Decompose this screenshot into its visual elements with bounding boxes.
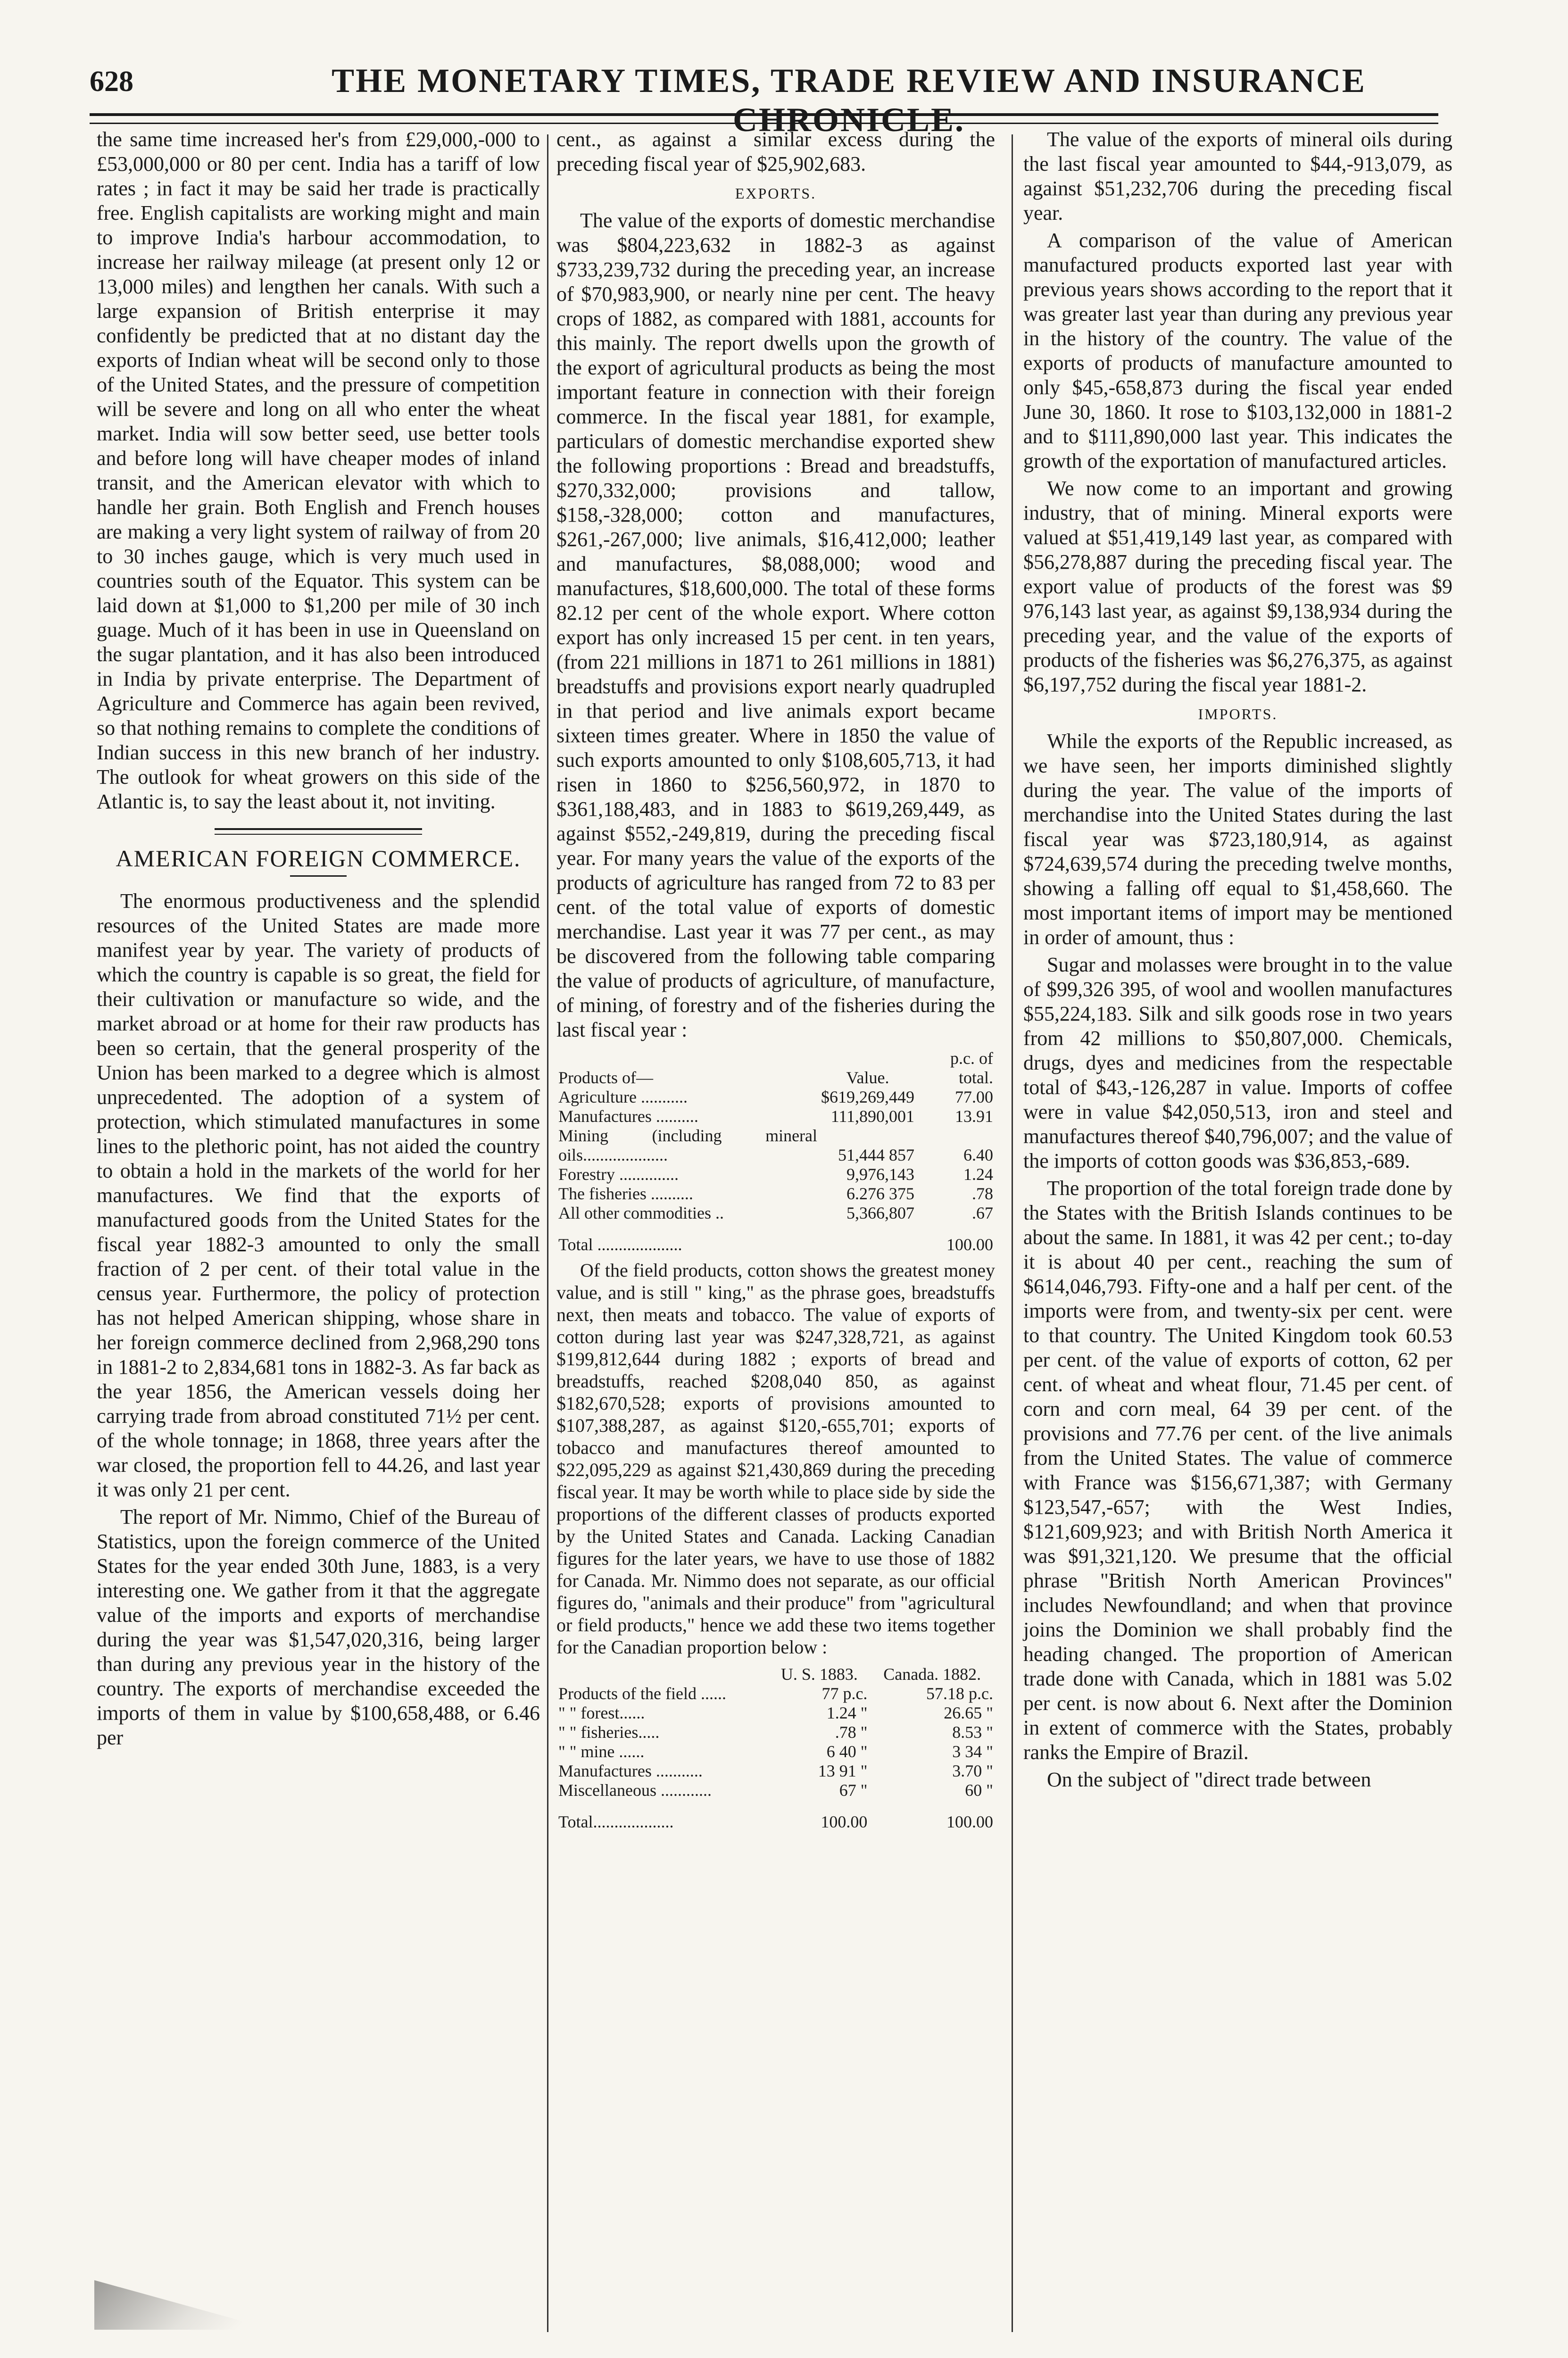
table-cell: .78 " xyxy=(835,1723,868,1742)
table-cell: 1.24 xyxy=(963,1165,993,1184)
table-cell: Total .................... xyxy=(558,1235,682,1254)
table-cell: 13 91 " xyxy=(818,1761,868,1780)
table-cell: The fisheries .......... xyxy=(558,1184,693,1203)
table-row xyxy=(556,1761,995,1781)
table-cell: 13.91 xyxy=(955,1107,993,1126)
table-cell: 6.40 xyxy=(963,1146,993,1164)
table-cell: Total................... xyxy=(558,1812,674,1831)
col2-paragraph-2: The value of the exports of domestic merchandise was $804,223,632 in 1882-3 as against $733,239,732 during the preceding year, an increase of $70,983,900, or nearly nine per cent. The heavy crops of 1882, as compared with 1881, accounts for this mainly. The report dwells upon the growth of the export of agricultural products as being the most important feature in connection with their foreign commerce. In the fiscal year 1881, for example, particulars of domestic merchandise exported shew the following proportions : Bread and breadstuffs, $270,332,000; provisions and tallow, $158,-328,000; cotton and manufactures, $261,-267,000; live animals, $16,412,000; leather and manufactures, $8,088,000; wood and manufactures, $18,600,000. The total of these forms 82.12 per cent of the whole export. Where cotton export has only increased 15 per cent. in ten years, (from 221 millions in 1871 to 261 millions in 1881) breadstuffs and provisions export nearly quadrupled in that period and live animals export became sixteen times greater. Where in 1850 the value of such exports amounted to only $108,605,713, it had risen in 1860 to $256,560,972, in 1870 to $361,188,483, and in 1883 to $619,269,449, as against $552,-249,819, during the preceding fiscal year. For many years the value of the exports of the products of agriculture has ranged from 72 to 83 per cent. of the total value of exports of domestic merchandise. Last year it was 77 per cent., as may be discovered from the following table comparing the value of products of agriculture, of manufacture, of mining, of forestry and of the fisheries during the last fiscal year : xyxy=(556,209,995,1041)
col3-paragraph-2: A comparison of the value of American manufactured products exported last year with previous years shows according to the report that it was greater last year than during any previous year in the history of the country. The value of the exports of products of manufacture amounted to only $45,-658,873 during the fiscal year ended June 30, 1860. It rose to $103,132,000 in 1881-2 and to $111,890,000 last year. This indicates the growth of the exportation of manufactured articles. xyxy=(1023,229,1452,473)
col2-paragraph-3: Of the field products, cotton shows the greatest money value, and is still " king," as the phrase goes, breadstuffs next, then meats and tobacco. The value of exports of cotton during last year was $247,328,721, as against $199,812,644 during 1882 ; exports of bread and breadstuffs, reached $208,040 850, as against $182,670,528; exports of provisions amounted to $107,388,287, as against $120,-655,701; exports of tobacco and manufactures thereof amounted to $22,095,229 as against $21,430,869 during the preceding fiscal year. It may be worth while to place side by side the proportions of the different classes of products exported by the United States and Canada. Lacking Canadian figures for the later years, we have to use those of 1882 for Canada. Mr. Nimmo does not separate, as our official figures do, "animals and their produce" from "agricultural or field products," hence we add these two items together for the Canadian proportion below : xyxy=(556,1260,995,1658)
exports-by-class-table xyxy=(556,1049,995,1254)
table-row xyxy=(556,1165,995,1184)
table-cell: 57.18 p.c. xyxy=(926,1684,993,1703)
article-separator xyxy=(215,828,422,835)
header-rule xyxy=(90,113,1438,124)
table-row xyxy=(556,1781,995,1800)
col3-paragraph-4: While the exports of the Republic increased, as we have seen, her imports diminished slightly during the year. The value of the imports of merchandise into the United States during the last fiscal year was $723,180,914, as against $724,639,574 during the preceding twelve months, showing a falling off equal to $1,458,660. The most important items of import may be mentioned in order of amount, thus : xyxy=(1023,730,1452,949)
table-cell: $619,269,449 xyxy=(821,1088,915,1106)
table-cell: Miscellaneous ............ xyxy=(558,1781,712,1800)
table-total-row xyxy=(556,1800,995,1832)
table-cell: Products of the field ...... xyxy=(558,1684,726,1703)
table-cell: 111,890,001 xyxy=(830,1107,915,1126)
col1-paragraph-3: The report of Mr. Nimmo, Chief of the Bureau of Statistics, upon the foreign commerce of the United States for the year ended 30th June, 1883, is a very interesting one. We gather from it that the aggregate value of the imports and exports of merchandise during the year was $1,547,020,316, being larger than during any previous year in the history of the country. The exports of merchandise exceeded the imports of them in value by $100,658,488, or 6.46 per xyxy=(97,1505,540,1749)
table-cell xyxy=(819,1223,916,1254)
table2-header: Canada. 1882. xyxy=(883,1665,981,1684)
table-row xyxy=(556,1184,995,1204)
table-cell: .78 xyxy=(972,1184,993,1203)
table-row xyxy=(556,1088,995,1107)
table-row xyxy=(556,1742,995,1761)
col1-paragraph-2: The enormous productiveness and the splendid resources of the United States are made more manifest year by year. The variety of products of which the country is capable is so great, the field for their cultivation or manufacture so wide, and the market abroad or at home for their raw products has been so certain, that the general prosperity of the Union has been marked to a degree which is almost unprecedented. The adoption of a system of protection, which stimulated manufactures in some lines to the plethoric point, has not aided the country to obtain a hold in the markets of the world for her manufactures. We find that the exports of manufactured goods from the United States for the fiscal year 1882-3 amounted to only the small fraction of 2 per cent. of their total value in the census year. Furthermore, the policy of protection has not helped American shipping, whose share in her foreign commerce declined from 2,968,290 tons in 1881-2 to 2,834,681 tons in 1882-3. As far back as the year 1856, the American vessels doing her carrying trade from abroad constituted 71½ per cent. of the whole tonnage; in 1868, three years after the war closed, the proportion fell to 44.26, and last year it was only 21 per cent. xyxy=(97,889,540,1501)
table2-header xyxy=(556,1665,769,1684)
table-cell: 6 40 " xyxy=(826,1742,868,1761)
table-cell: 8.53 " xyxy=(952,1723,993,1742)
table-cell: 51,444 857 xyxy=(838,1146,915,1164)
table-cell: 60 " xyxy=(965,1781,993,1800)
table-cell: 3.70 " xyxy=(952,1761,993,1780)
table-cell: " " fisheries..... xyxy=(558,1723,660,1742)
table1-header: Products of— xyxy=(558,1068,653,1087)
table-total-row xyxy=(556,1223,995,1254)
table1-header: p.c. of total. xyxy=(950,1049,993,1087)
col3-paragraph-6: The proportion of the total foreign trade done by the States with the British Islands continues to be about the same. In 1881, it was 42 per cent.; to-day it is about 40 per cent., reaching the sum of $614,046,793. Fifty-one and a half per cent. of the imports were from, and twenty-six per cent. were to that country. The United Kingdom took 60.53 per cent. of the value of exports of cotton, 62 per cent. of wheat and wheat flour, 71.45 per cent. of corn and corn meal, 64 39 per cent. of the provisions and 77.76 per cent. of the live animals from the United States. The value of commerce with France was $156,671,387; with Germany $123,547,-657; with the West Indies, $121,609,923; and with British North America it was $91,321,120. We presume that the official phrase "British North American Provinces" includes Newfoundland; and when that province joins the Dominion we shall probably find the heading changed. The proportion of American trade done with Canada, which in 1881 was 5.02 per cent. is now about 6. Next after the Dominion in extent of commerce with the States, probably ranks the Empire of Brazil. xyxy=(1023,1177,1452,1764)
table-cell: Manufactures .......... xyxy=(558,1107,698,1126)
page-damage-mark xyxy=(94,2259,274,2330)
col3-paragraph-5: Sugar and molasses were brought in to the value of $99,326 395, of wool and woollen manufactures $55,224,183. Silk and silk goods rose in two years from 42 millions to $50,807,000. Chemicals, drugs, dyes and medicines from the respectable total of $43,-126,287 in value. Imports of coffee were in value $42,050,513, iron and steel and manufactures thereof $40,796,007; and the value of the imports of cotton goods was $36,853,-689. xyxy=(1023,953,1452,1172)
column-2 xyxy=(556,127,995,1836)
table-cell: .67 xyxy=(972,1204,993,1222)
table-cell: 26.65 " xyxy=(944,1703,993,1722)
table-cell: 77 p.c. xyxy=(821,1684,868,1703)
table-row xyxy=(556,1723,995,1742)
table-cell: Agriculture ........... xyxy=(558,1088,688,1106)
table-cell: All other commodities .. xyxy=(558,1204,724,1222)
headline-underline xyxy=(290,875,347,877)
column-1 xyxy=(97,127,540,1753)
col3-paragraph-7: On the subject of "direct trade between xyxy=(1047,1768,1371,1791)
table-cell: " " forest...... xyxy=(558,1703,645,1722)
table-cell: 1.24 " xyxy=(826,1703,868,1722)
table-cell: 3 34 " xyxy=(952,1742,993,1761)
table-cell: 77.00 xyxy=(955,1088,993,1106)
column-divider-2 xyxy=(1012,134,1013,2332)
imports-heading: IMPORTS. xyxy=(1198,706,1278,722)
table-cell: 67 " xyxy=(839,1781,868,1800)
table-cell: " " mine ...... xyxy=(558,1742,645,1761)
table-cell: 9,976,143 xyxy=(846,1165,915,1184)
col3-paragraph-3: We now come to an important and growing industry, that of mining. Mineral exports were valued at $51,419,149 last year, as compared with $56,278,887 during the preceding fiscal year. The export value of products of the forest was $9 976,143 last year, as against $9,138,934 during the preceding year, and the value of the exports of products of the fisheries was $6,276,375, as against $6,197,752 during the fiscal year 1881-2. xyxy=(1023,477,1452,696)
table-row xyxy=(556,1126,995,1165)
us-canada-comparison-table xyxy=(556,1665,995,1832)
table-cell: 100.00 xyxy=(946,1235,993,1254)
column-3 xyxy=(1023,127,1452,1795)
exports-heading: EXPORTS. xyxy=(735,185,817,202)
table-cell: Forestry .............. xyxy=(558,1165,679,1184)
column-divider-1 xyxy=(547,134,548,2332)
table-row xyxy=(556,1204,995,1223)
masthead-title: THE MONETARY TIMES, TRADE REVIEW AND INSURANCE CHRONICLE. xyxy=(332,62,1366,139)
page-header xyxy=(90,57,1457,139)
col1-paragraph-1: the same time increased her's from £29,000,-000 to £53,000,000 or 80 per cent. India has a tariff of low rates ; in fact it may be said her trade is practically free. English capitalists are working might and main to improve India's harbour accommodation, to increase her railway mileage (at present only 12 or 13,000 miles) and lengthen her canals. With such a large expansion of British enterprise it may confidently be predicted that at no distant day the exports of Indian wheat will be second only to those of the United States, and the pressure of competition will be severe and long on all who enter the wheat market. India will sow better seed, use better tools and before long will have cheaper modes of inland transit, and the American elevator with which to handle her grain. Both English and French houses are making a very light system of railway of from 20 to 30 inches gauge, which is very much used in countries south of the Equator. This system can be laid down at $1,000 to $1,200 per mile of 30 inch guage. Much of it has been in use in Queensland on the sugar plantation, and it has also been introduced in India by private enterprise. The Department of Agriculture and Commerce has again been revived, so that nothing remains to complete the conditions of Indian success in this new branch of her industry. The outlook for wheat growers on this side of the Atlantic is, to say the least about it, not inviting. xyxy=(97,128,540,813)
table2-header: U. S. 1883. xyxy=(780,1665,858,1684)
table-cell: 5,366,807 xyxy=(846,1204,915,1222)
table-cell: 100.00 xyxy=(946,1812,993,1831)
table-cell: 6.276 375 xyxy=(846,1184,915,1203)
table-row xyxy=(556,1684,995,1703)
page-number: 628 xyxy=(90,66,133,98)
article-headline: AMERICAN FOREIGN COMMERCE. xyxy=(116,845,521,872)
table-cell: Mining (including mineral oils.................... xyxy=(558,1126,818,1164)
table-cell: Manufactures ........... xyxy=(558,1761,703,1780)
table-cell: 100.00 xyxy=(821,1812,868,1831)
table-row xyxy=(556,1107,995,1126)
col3-paragraph-1: The value of the exports of mineral oils during the last fiscal year amounted to $44,-913,079, as against $51,232,706 during the preceding fiscal year. xyxy=(1023,128,1452,224)
table-row xyxy=(556,1703,995,1723)
col2-paragraph-1: cent., as against a similar excess during the preceding fiscal year of $25,902,683. xyxy=(556,128,995,175)
table1-header: Value. xyxy=(846,1068,889,1087)
